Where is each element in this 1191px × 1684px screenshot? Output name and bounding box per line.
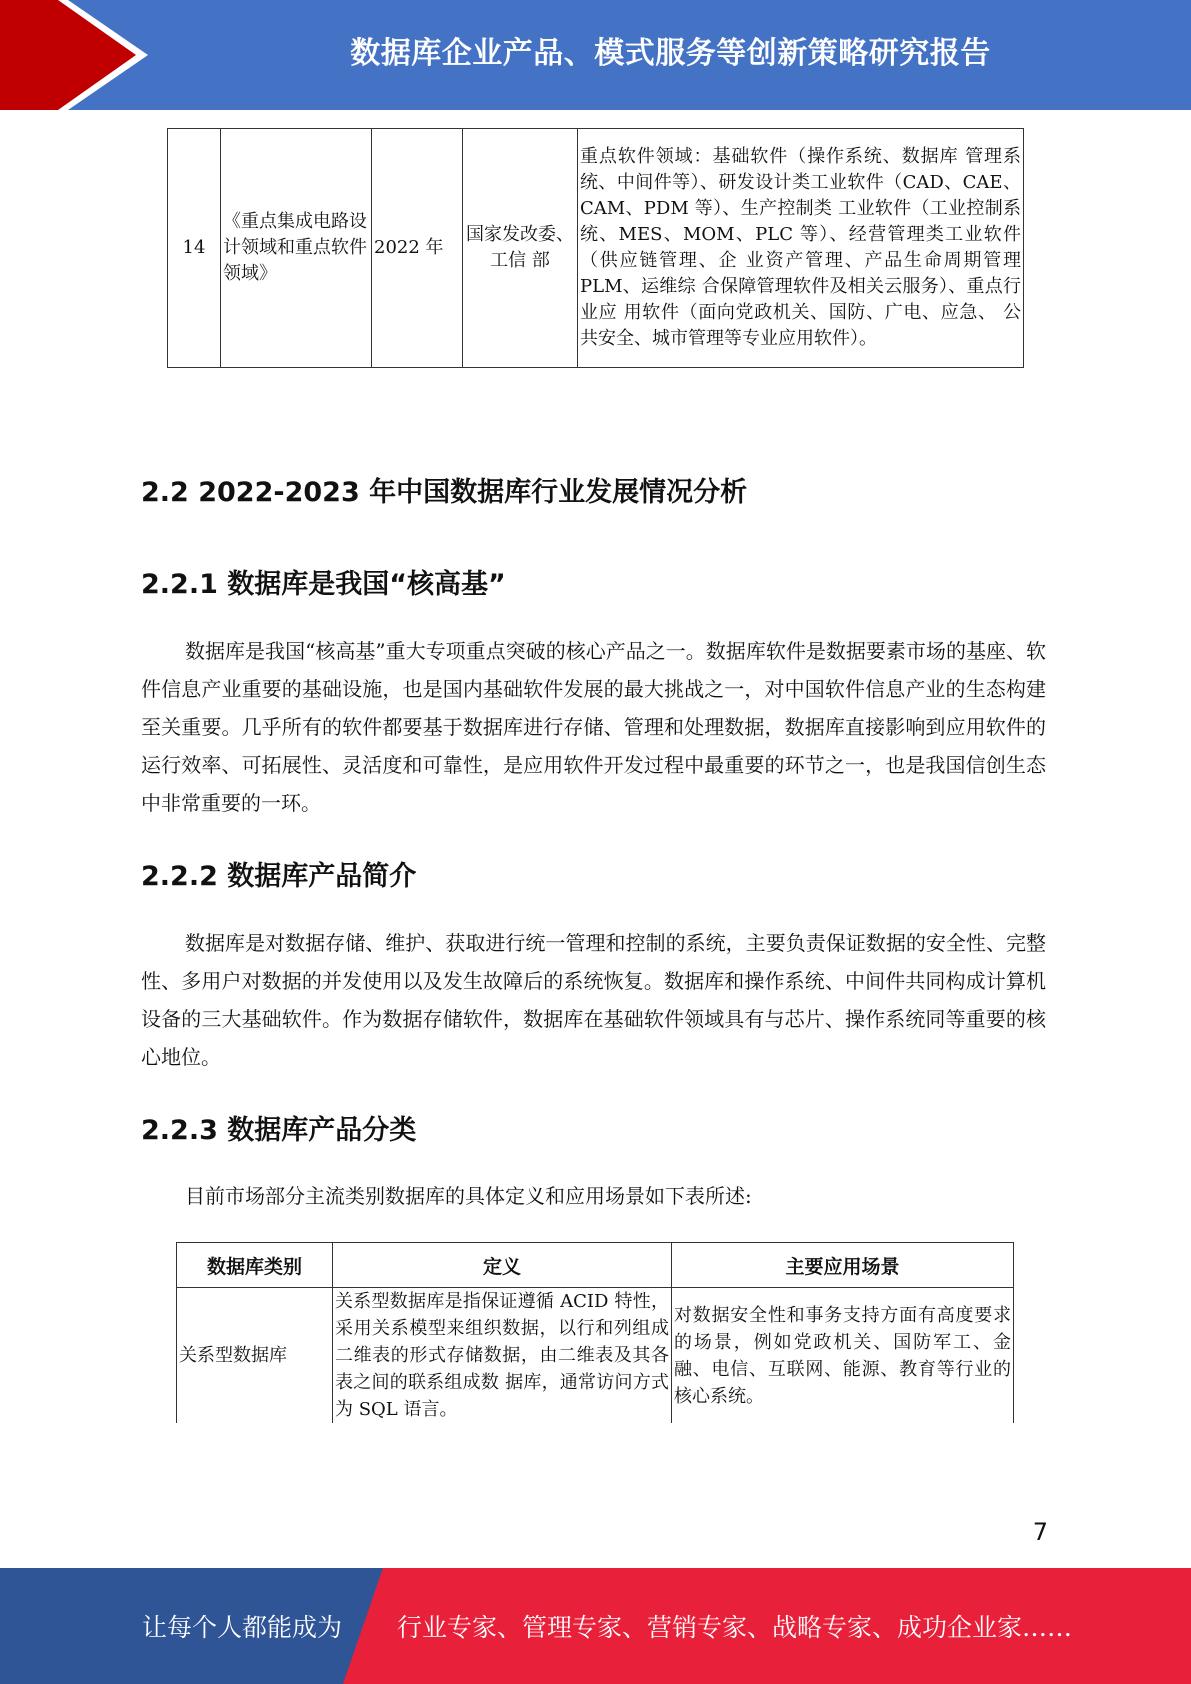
paragraph-222: 数据库是对数据存储、维护、获取进行统一管理和控制的系统，主要负责保证数据的安全性、完整性、多用户对数据的并发使用以及发生故障后的系统恢复。数据库和操作系统、中间件共同构成计算机设备的三大基础软件。作为数据存储软件，数据库在基础软件领域具有与芯片、操作系统同等重要的核心地位。 xyxy=(141,931,1046,1069)
header-scenario: 主要应用场景 xyxy=(672,1243,1014,1288)
header-category: 数据库类别 xyxy=(177,1243,333,1288)
policy-year: 2022 年 xyxy=(372,129,463,368)
policy-org: 国家发改委、工信 部 xyxy=(463,129,578,368)
row-scenario: 对数据安全性和事务支持方面有高度要求的场景，例如党政机关、国防军工、金融、电信、互联网、能源、教育等行业的核心系统。 xyxy=(672,1288,1014,1424)
footer-slogan-left: 让每个人都能成为 xyxy=(142,1613,343,1642)
subsection-heading-223: 2.2.3 数据库产品分类 xyxy=(141,1115,417,1146)
paragraph-221: 数据库是我国“核高基”重大专项重点突破的核心产品之一。数据库软件是数据要素市场的基座、软件信息产业重要的基础设施，也是国内基础软件发展的最大挑战之一，对中国软件信息产业的生态构建至关重要。几乎所有的软件都要基于数据库进行存储、管理和处理数据，数据库直接影响到应用软件的运行效率、可拓展性、灵活度和可靠性，是应用软件开发过程中最重要的环节之一，也是我国信创生态中非常重要的一环。 xyxy=(141,639,1046,815)
database-category-table xyxy=(176,1242,1014,1423)
table-intro: 目前市场部分主流类别数据库的具体定义和应用场景如下表所述: xyxy=(185,1184,752,1208)
header-definition: 定义 xyxy=(333,1243,672,1288)
policy-name: 《重点集成电路设计领域和重点软件领域》 xyxy=(221,129,372,368)
policy-number: 14 xyxy=(168,129,221,368)
table-row xyxy=(168,129,1024,368)
header-chevron-icon xyxy=(0,0,160,110)
subsection-heading-222: 2.2.2 数据库产品简介 xyxy=(141,861,417,892)
policy-content: 重点软件领域：基础软件（操作系统、数据库 管理系统、中间件等）、研发设计类工业软件（CAD、CAE、CAM、PDM 等）、生产控制类 工业软件（工业控制系统、MES、MOM、PLC 等）、经营管理类工业软件（供应链管理、企 业资产管理、产品生命周期管理 PLM、运维综 合保障管理软件及相关云服务）、重点行业应 用软件（面向党政机关、国防、广电、应急、 公共安全、城市管理等专业应用软件）。 xyxy=(578,129,1024,368)
page-footer xyxy=(0,1568,1191,1684)
policy-table xyxy=(167,128,1024,368)
section-heading: 2.2 2022-2023 年中国数据库行业发展情况分析 xyxy=(141,477,748,508)
row-definition: 关系型数据库是指保证遵循 ACID 特性，采用关系模型来组织数据，以行和列组成二维表的形式存储数据，由二维表及其各表之间的联系组成数 据库，通常访问方式为 SQL 语言。 xyxy=(333,1288,672,1424)
page-number: 7 xyxy=(1032,1518,1048,1546)
table-header-row xyxy=(177,1243,1014,1288)
footer-slogan-right: 行业专家、管理专家、营销专家、战略专家、成功企业家…… xyxy=(397,1613,1073,1642)
table-row xyxy=(177,1288,1014,1424)
subsection-heading-221: 2.2.1 数据库是我国“核高基” xyxy=(141,569,506,600)
page-header xyxy=(0,0,1191,110)
row-category: 关系型数据库 xyxy=(177,1288,333,1424)
header-title: 数据库企业产品、模式服务等创新策略研究报告 xyxy=(350,36,991,71)
